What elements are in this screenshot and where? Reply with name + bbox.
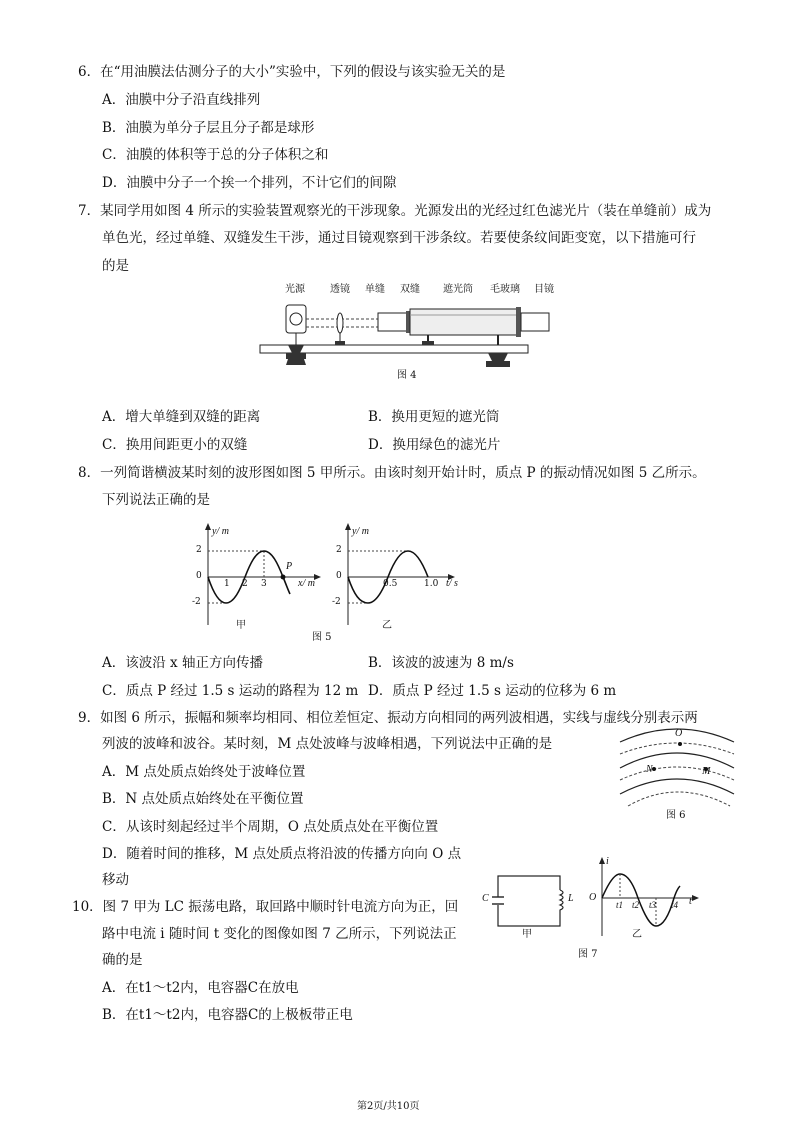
fig7-t3: t3 [649,900,657,910]
q8-stem-line1: 8．一列简谐横波某时刻的波形图如图 5 甲所示。由该时刻开始计时，质点 P 的振动情况如图 5 乙所示。 [78,465,706,481]
q9-option-d-cont: 移动 [102,872,129,888]
q8-option-b: B．该波的波速为 8 m/s [368,655,514,671]
fig5-yi-ylabel: y/ m [352,526,369,537]
q7-option-a: A．增大单缝到双缝的距离 [102,409,261,425]
q10-stem-line2: 路中电流 i 随时间 t 变化的图像如图 7 乙所示，下列说法正 [102,926,457,942]
fig7-it-graph [592,856,704,938]
q7-stem-line1: 7．某同学用如图 4 所示的实验装置观察光的干涉现象。光源发出的光经过红色滤光片（装在单缝前）成为 [78,203,712,219]
q8-stem-line2: 下列说法正确的是 [102,492,210,508]
fig4-label-screen: 毛玻璃 [490,284,520,295]
fig7-t1: t1 [616,900,624,910]
fig4-apparatus [258,295,558,375]
q7-option-b: B．换用更短的遮光筒 [368,409,500,425]
fig5-jia-ytick-neg2: -2 [192,597,201,607]
fig5-jia-point-p: P [286,561,293,572]
fig7-jia-caption: 甲 [522,929,532,940]
q6-option-a: A．油膜中分子沿直线排列 [102,92,261,108]
fig7-label-l: L [568,893,574,904]
fig7-t4: t4 [671,900,679,910]
fig5-caption: 图 5 [312,632,332,643]
fig5-jia-xtick-2: 2 [242,579,248,589]
page-footer: 第2页/共10页 [357,1101,420,1112]
fig4-label-eyepiece: 目镜 [534,284,554,295]
fig5-yi-xtick-05: 0.5 [383,579,398,589]
fig5-jia-ytick-0: 0 [196,571,202,581]
fig5-yi-xlabel: t/ s [446,578,458,589]
q10-stem-line3: 确的是 [102,952,143,968]
fig7-label-o: O [589,892,597,903]
fig7-caption: 图 7 [578,949,598,960]
q9-stem-line2: 列波的波峰和波谷。某时刻，M 点处波峰与波峰相遇，下列说法中正确的是 [102,736,553,752]
q7-stem-line2: 单色光，经过单缝、双缝发生干涉，通过目镜观察到干涉条纹。若要使条纹间距变宽，以下措施可行 [102,230,696,246]
fig5-yi-ytick-neg2: -2 [332,597,341,607]
q9-option-a: A．M 点处质点始终处于波峰位置 [102,764,306,780]
fig5-yi-ytick-0: 0 [336,571,342,581]
q8-option-d: D．质点 P 经过 1.5 s 运动的位移为 6 m [368,683,617,699]
q7-option-c: C．换用间距更小的双缝 [102,437,248,453]
fig4-label-tube: 遮光筒 [443,284,473,295]
q6-stem: 6．在“用油膜法估测分子的大小”实验中，下列的假设与该实验无关的是 [78,64,506,80]
fig7-label-t: t [689,896,692,907]
fig4-caption: 图 4 [397,370,417,381]
fig5-jia-xlabel: x/ m [298,578,315,589]
fig6-point-m: M [702,766,711,777]
q10-option-a: A．在t1～t2内，电容器C在放电 [102,980,299,996]
fig5-yi-caption: 乙 [382,620,392,631]
q6-option-c: C．油膜的体积等于总的分子体积之和 [102,147,329,163]
fig5-yi-xtick-10: 1.0 [424,579,439,589]
q9-stem-line1: 9．如图 6 所示，振幅和频率均相同、相位差恒定、振动方向相同的两列波相遇，实线与虚线分别表示两 [78,710,698,726]
fig7-t2: t2 [632,900,640,910]
fig5-jia-caption: 甲 [236,620,246,631]
fig4-label-lens: 透镜 [330,284,350,295]
q9-option-b: B．N 点处质点始终处在平衡位置 [102,791,304,807]
fig7-label-i: i [606,856,609,867]
fig5-jia-ylabel: y/ m [212,526,229,537]
q8-option-a: A．该波沿 x 轴正方向传播 [102,655,263,671]
fig5-yi-ytick-2: 2 [336,545,342,555]
fig7-label-c: C [482,893,489,904]
fig4-label-light-source: 光源 [285,284,305,295]
fig5-jia-xtick-3: 3 [261,579,267,589]
q6-option-d: D．油膜中分子一个挨一个排列，不计它们的间隙 [102,175,397,191]
fig6-point-n: N [646,764,653,775]
fig6-caption: 图 6 [666,810,686,821]
q7-stem-line3: 的是 [102,258,129,274]
q10-stem-line1: 10．图 7 甲为 LC 振荡电路，取回路中顺时针电流方向为正，回 [72,899,459,915]
fig7-yi-caption: 乙 [632,929,642,940]
fig5-jia-xtick-1: 1 [224,579,230,589]
fig5-jia-ytick-2: 2 [196,545,202,555]
q10-option-b: B．在t1～t2内，电容器C的上极板带正电 [102,1007,353,1023]
q9-option-c: C．从该时刻起经过半个周期，O 点处质点处在平衡位置 [102,819,439,835]
q9-option-d: D．随着时间的推移，M 点处质点将沿波的传播方向向 O 点 [102,846,462,862]
q6-option-b: B．油膜为单分子层且分子都是球形 [102,120,315,136]
q7-option-d: D．换用绿色的滤光片 [368,437,501,453]
q8-option-c: C．质点 P 经过 1.5 s 运动的路程为 12 m [102,683,359,699]
fig6-point-o: O [675,728,683,739]
fig4-label-single-slit: 单缝 [365,284,385,295]
fig4-label-double-slit: 双缝 [400,284,420,295]
